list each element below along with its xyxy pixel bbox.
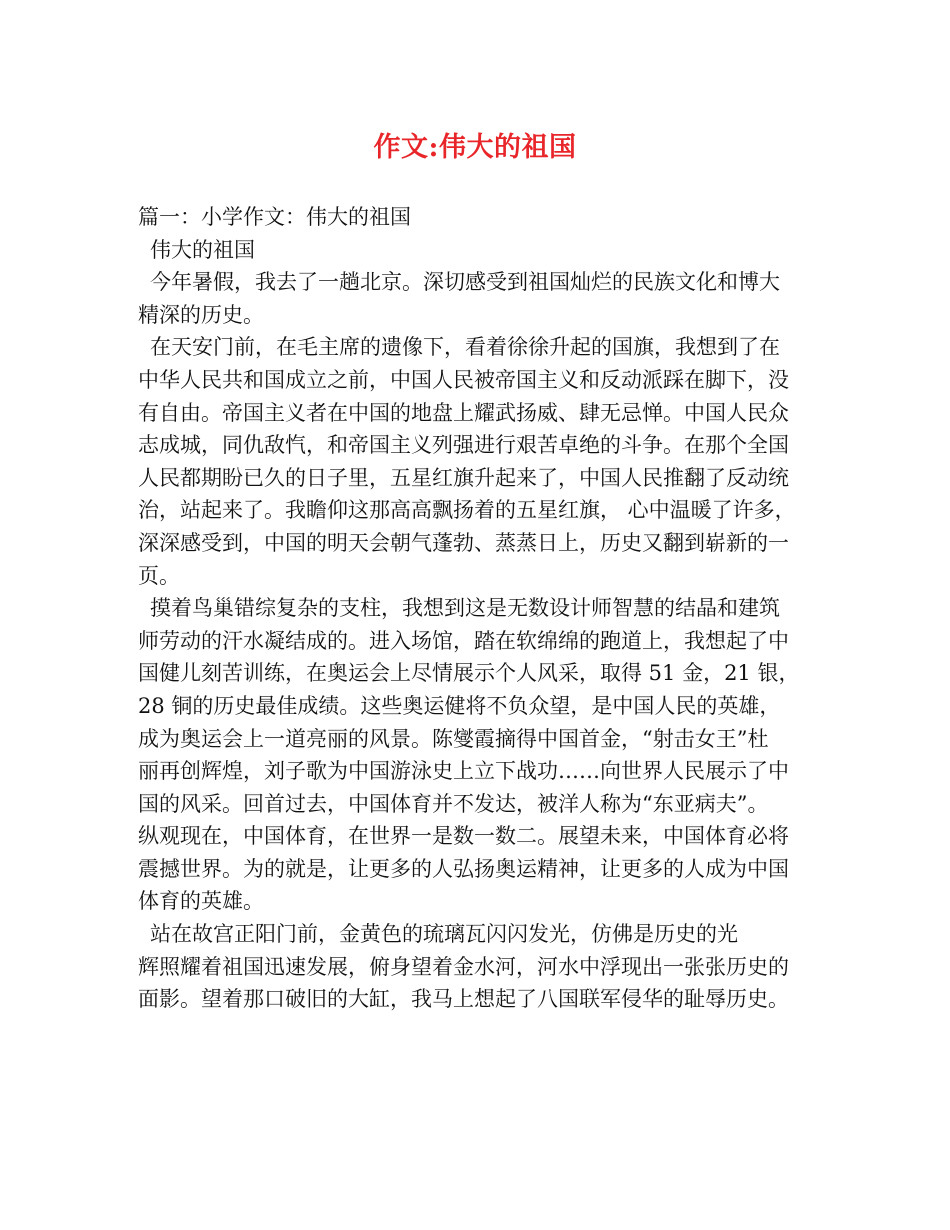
text-line: 深深感受到，中国的明天会朝气蓬勃、蒸蒸日上，历史又翻到崭新的一 <box>138 530 789 555</box>
text-line: 今年暑假，我去了一趟北京。深切感受到祖国灿烂的民族文化和博大 <box>150 270 780 295</box>
text-line: 成为奥运会上一道亮丽的风景。陈燮霞摘得中国首金，“射击女王”杜 <box>138 726 769 751</box>
text-line: 页。 <box>138 563 180 588</box>
text-line: 师劳动的汗水凝结成的。进入场馆，踏在软绵绵的跑道上，我想起了中 <box>138 628 789 653</box>
text-line: 国健儿刻苦训练，在奥运会上尽情展示个人风采，取得 51 金，21 银， <box>138 661 800 686</box>
text-line: 人民都期盼已久的日子里，五星红旗升起来了，中国人民推翻了反动统 <box>138 465 789 490</box>
text-line: 28 铜的历史最佳成绩。这些奥运健将不负众望，是中国人民的英雄， <box>138 693 781 718</box>
text-line: 有自由。帝国主义者在中国的地盘上耀武扬威、肆无忌惮。中国人民众 <box>138 400 789 425</box>
text-line: 国的风采。回首过去，中国体育并不发达，被洋人称为“东亚病夫”。 <box>138 791 769 816</box>
text-line: 纵观现在，中国体育，在世界一是数一数二。展望未来，中国体育必将 <box>138 824 789 849</box>
text-line: 中华人民共和国成立之前，中国人民被帝国主义和反动派踩在脚下，没 <box>138 367 789 392</box>
document-title: 作文:伟大的祖国 <box>373 132 577 163</box>
text-line: 在天安门前，在毛主席的遗像下，看着徐徐升起的国旗，我想到了在 <box>150 335 780 360</box>
text-line: 治，站起来了。我瞻仰这那高高飘扬着的五星红旗， 心中温暖了许多， <box>138 498 796 523</box>
text-line: 摸着鸟巢错综复杂的支柱，我想到这是无数设计师智慧的结晶和建筑 <box>150 596 780 621</box>
text-line: 篇一：小学作文：伟大的祖国 <box>138 205 411 229</box>
text-line: 精深的历史。 <box>138 302 264 327</box>
text-line: 震撼世界。为的就是，让更多的人弘扬奥运精神，让更多的人成为中国 <box>138 856 789 881</box>
text-line: 面影。望着那口破旧的大缸，我马上想起了八国联军侵华的耻辱历史。 <box>138 987 789 1012</box>
text-line: 志成城，同仇敌忾，和帝国主义列强进行艰苦卓绝的斗争。在那个全国 <box>138 433 789 458</box>
text-line: 辉照耀着祖国迅速发展，俯身望着金水河，河水中浮现出一张张历史的 <box>138 954 789 979</box>
text-line: 站在故宫正阳门前，金黄色的琉璃瓦闪闪发光，仿佛是历史的光 <box>150 922 738 947</box>
text-line: 伟大的祖国 <box>150 237 255 262</box>
text-line: 体育的英雄。 <box>138 889 264 914</box>
document-body <box>138 201 818 1016</box>
text-line: 丽再创辉煌，刘子歌为中国游泳史上立下战功……向世界人民展示了中 <box>138 759 789 784</box>
